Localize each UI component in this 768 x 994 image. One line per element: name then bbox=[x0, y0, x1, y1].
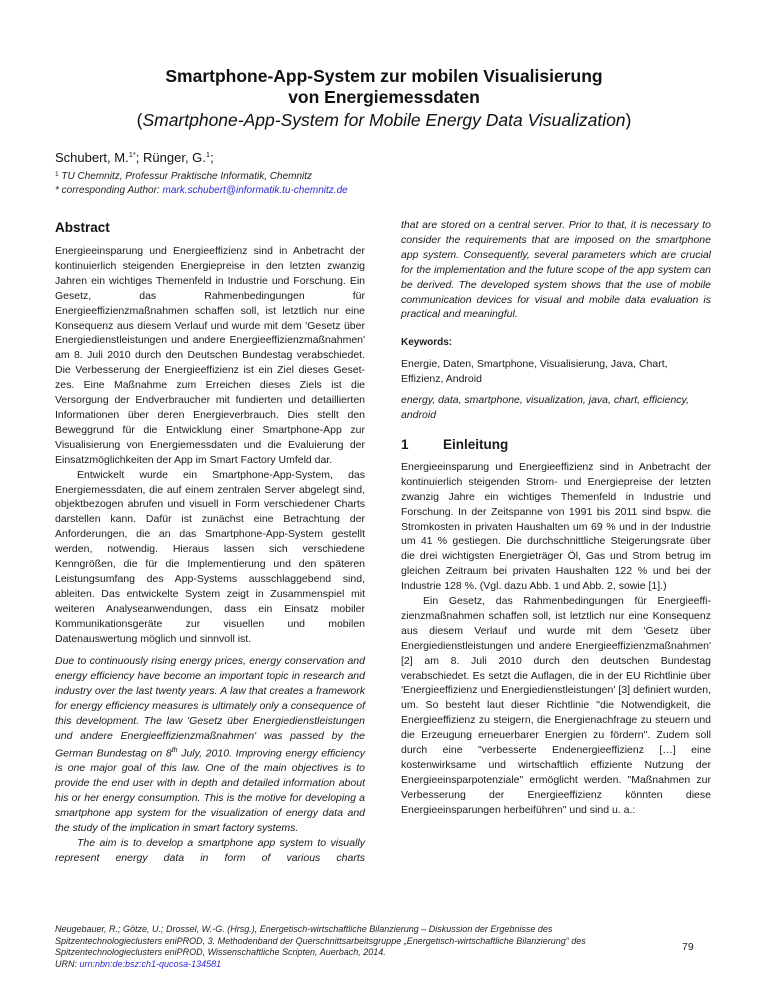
urn-label: URN: bbox=[55, 958, 80, 969]
section-paragraph-2: Ein Gesetz, das Rahmenbedingungen für Energieeffizienzmaßnahmen schaffen soll, ist letztlich nur eine Konsequenz aus diesem Verlauf und wurde mit dem 'Gesetz über Energiedienstleistungen und andere Energieeffizienzmaßnahmen' [2] am 8. Juli 2010 durch den deutschen Bundestag verabschiedet. Es setzt die Auflagen, die in der EU Richtlinie über 'Energieeffizienz und Energiedienstleistungen' [3] definiert wurden, um. So besteht laut dieser Richtlinie "die Notwendigkeit, die Energieeffizienz zu steigern, die Energienachfrage zu steuern und die Erzeugung erneuerbarer Energien zu fördern". Zudem soll durch eine "verbesserte Endenergieeffizienz […] eine kostenwirksame und wirtschaftlich effiziente Nutzung der Energieeinsparpotenziale" ermöglicht werden. "Maßnahmen zur Verbesserung der Energieeffizienz könnten diese Energieeinsparungen herbeiführen" und sind u. a.: bbox=[401, 595, 711, 816]
corresponding-email-link[interactable]: mark.schubert@informatik.tu-chemnitz.de bbox=[162, 185, 348, 196]
section-heading bbox=[401, 437, 711, 453]
title-block bbox=[0, 66, 768, 132]
affiliation-text: TU Chemnitz, Professur Praktische Informatik, Chemnitz bbox=[58, 171, 313, 182]
keywords-english: energy, data, smartphone, visualization, java, chart, efficiency, android bbox=[401, 394, 689, 421]
paper-title-line1: Smartphone-App-System zur mobilen Visualisierung bbox=[165, 66, 603, 86]
author-name: Schubert, M. bbox=[55, 150, 129, 165]
keywords-heading: Keywords: bbox=[401, 337, 453, 349]
citation-footer bbox=[55, 924, 645, 970]
page-number: 79 bbox=[682, 941, 694, 953]
abstract-english-continuation: that are stored on a central server. Prior to that, it is necessary to consider the requirements that are imposed on the smartphone app system. Consequently, several parameters which are crucial for the implementation and the future scope of the app system can be derived. The developed system shows that the use of mobile communication devices for visual and mobile data evaluation is practical and meaningful. bbox=[401, 219, 711, 321]
author-name: Rünger, G. bbox=[143, 150, 206, 165]
affiliation-line bbox=[55, 168, 348, 184]
abstract-heading: Abstract bbox=[55, 220, 110, 235]
abstract-german-paragraph-1: Energieeinsparung und Energieeffizienz sind in Anbetracht der kontinuierlich steigenden Energiepreise in den letzten zwanzig Jahren ein wichtiges Themenfeld in Industrie und Forschung. Ein Gesetz, das Rahmenbedingungen für Energieeffizienzmaßnahmen schaffen soll, ist letztlich nur eine Konsequenz aus diesem Verlauf und wurde mit dem 'Gesetz über Energiedienstleistungen und andere Energieeffizienzmaßnahmen' am 8. Juli 2010 durch den Deutschen Bundestag verabschiedet. Die Verbesserung der Energieeffizienz ist ein Ziel dieses Gesetzes. Eine Maßnahme zum Erreichen dieses Ziels ist die Versorgung der Endverbraucher mit fundierten und detaillierten Informationen über deren Energieverbrauch. Dies stellt den Beweggrund für die Entwicklung einer Smartphone-App zur Visualisierung von Energiemessdaten und die Evaluierung der Einsatzmöglichkeiten der App im Smart Factory Umfeld dar. bbox=[55, 245, 365, 466]
section-paragraph-1: Energieeinsparung und Energieeffizienz sind in Anbetracht der kontinuierlich steigenden Strom- und Energiepreise der letzten zwanzig Jahre ein wichtiges Themenfeld in Industrie und Forschung. In der Zeitspanne von 1991 bis 2011 sind bspw. die Stromkosten in privaten Haushalten um 69 % und in der Industrie um 41 % gestiegen. Die durchschnittliche Steigerungsrate über die drei wichtigsten Energieträger Öl, Gas und Strom betrug im gleichen Zeitraum bei privaten Haushalten 122 % und bei der Industrie 128 %. (Vgl. dazu Abb. 1 und Abb. 2, sowie [1].) bbox=[401, 460, 711, 593]
affiliations bbox=[55, 168, 348, 198]
left-column bbox=[55, 220, 365, 866]
section-number: 1 bbox=[401, 436, 409, 452]
urn-link[interactable]: urn:nbn:de:bsz:ch1-qucosa-134581 bbox=[79, 958, 222, 969]
abstract-english-text: Due to continuously rising energy prices, energy conservation and energy efficiency have become an important topic in research and industry over the last twenty years. A law that creates a framework for energy efficiency measures is ultimately only a consequence of this development. The law 'Gesetz über Energiedienstleistungen und andere Energieeffizienzmaßnahmen' was passed by the German Bundestag on 8 bbox=[55, 655, 365, 760]
corresponding-label: * corresponding Author: bbox=[55, 185, 163, 196]
paren-close: ) bbox=[625, 110, 632, 130]
author-separator: ; bbox=[210, 150, 214, 165]
ordinal-suffix: th bbox=[171, 746, 178, 754]
author-affiliation-marker: 1 bbox=[205, 150, 211, 159]
paper-title-line2: von Energiemessdaten bbox=[288, 87, 480, 107]
keywords-german: Energie, Daten, Smartphone, Visualisierung, Java, Chart, Effizienz, Android bbox=[401, 358, 668, 386]
paper-title-english bbox=[0, 109, 768, 132]
affiliation-marker: 1 bbox=[55, 171, 59, 178]
section-title: Einleitung bbox=[443, 436, 509, 452]
corresponding-author-line bbox=[55, 184, 348, 198]
right-column-content bbox=[401, 218, 711, 818]
abstract-english-paragraph-1 bbox=[55, 654, 365, 835]
author-affiliation-marker: 1* bbox=[128, 150, 136, 159]
abstract-english-text: July, 2010. Improving energy efficiency is one major goal of this law. One of the main objectives is to provide the end user with in depth and detailed information about his or her energy consumption. This is the motive for developing a smartphone app system for the visualization of energy data and the study of the implication in smart factory systems. bbox=[55, 747, 365, 834]
abstract-german-paragraph-2: Entwickelt wurde ein Smartphone-App-System, das Energiemessdaten, die auf einem zentralen Server abgelegt sind, objektbezogen abrufen und visuell in Form verschiedener Charts darstellen kann. Dafür ist zunächst eine Betrachtung der Anforderungen, die an das Smartphone-App-System gestellt werden, notwendig. Hieraus lassen sich verschiedene Kenngrößen, die für die Implementierung und den späteren Leistungsumfang des App-Systems ausschlaggebend sind, ableiten. Das entwickelte System zeigt in Zusammenspiel mit weiteren Analyseanwendungen, dass ein Einsatz mobiler Kommunikationsgeräte zur visuellen und mobilen Datenauswertung möglich und sinnvoll ist. bbox=[55, 468, 365, 645]
urn-line bbox=[55, 959, 645, 971]
author-list bbox=[55, 150, 214, 165]
citation-text: Neugebauer, R.; Götze, U.; Drossel, W.-G. (Hrsg.), Energetisch-wirtschaftliche Bilanzierung – Diskussion der Ergebnisse des Spitzentechnologieclusters eniPROD, 3. Methodenband der Querschnittsarbeitsgruppe „Energetisch-wirtschaftliche Bilanzierung“ des Spitzentechnologieclusters eniPROD, Wissenschaftliche Scripten, Auerbach, 2014. bbox=[55, 924, 586, 957]
author-separator: ; bbox=[135, 150, 144, 165]
paren-open: ( bbox=[136, 110, 143, 130]
abstract-english-paragraph-2: The aim is to develop a smartphone app system to visually represent energy data in form of various charts bbox=[55, 836, 365, 864]
english-title-text: Smartphone-App-System for Mobile Energy Data Visualization bbox=[142, 110, 626, 130]
